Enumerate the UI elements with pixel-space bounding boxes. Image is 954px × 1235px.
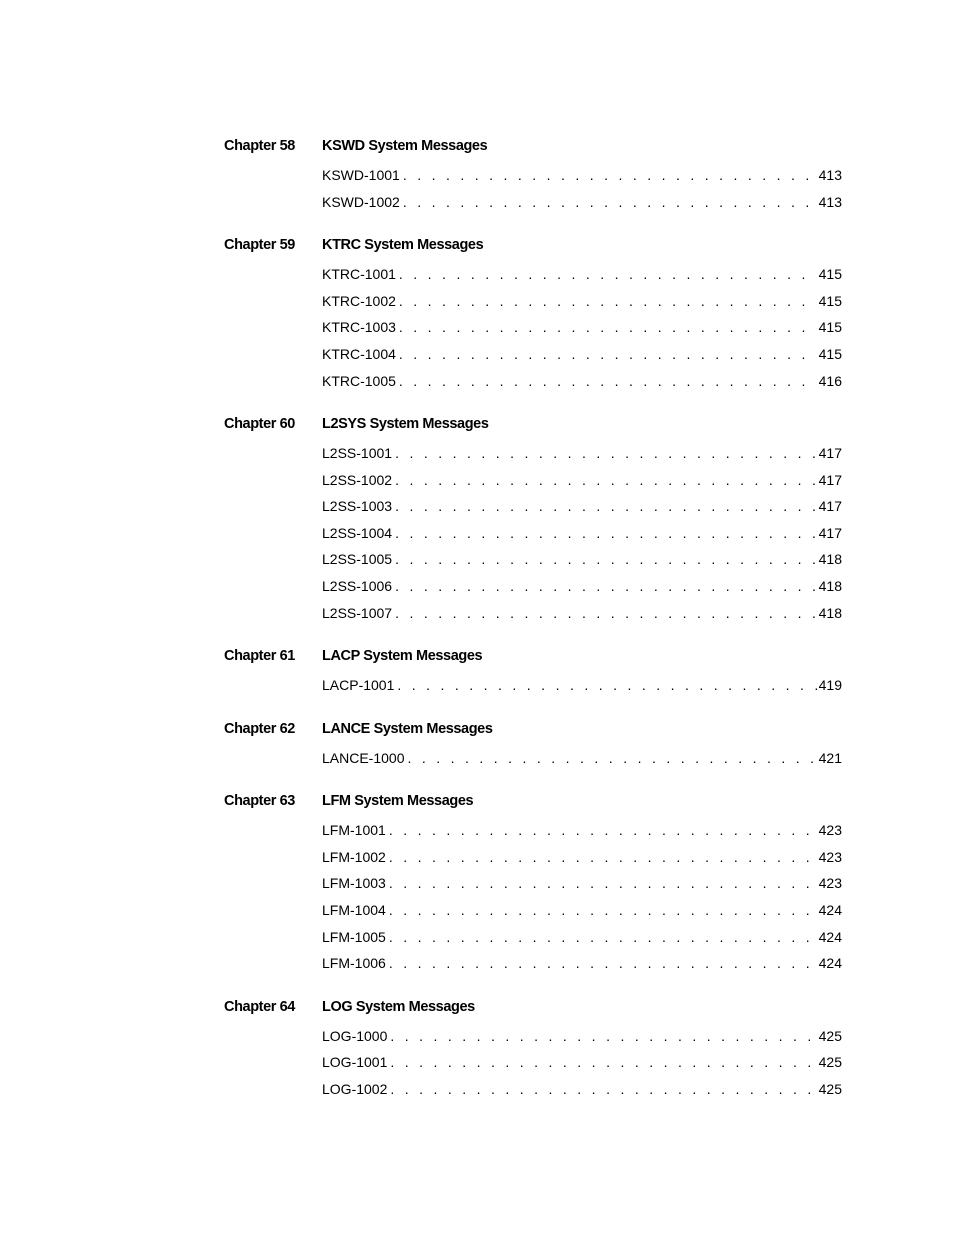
entry-page-number: 421: [818, 750, 842, 766]
entry-name: LFM-1005: [322, 929, 386, 945]
toc-entry[interactable]: [322, 264, 842, 284]
dot-leader: [387, 1079, 816, 1099]
entry-page-number: 423: [818, 822, 842, 838]
dot-leader: [387, 1052, 816, 1072]
entry-name: LFM-1002: [322, 849, 386, 865]
chapter-number: Chapter 61: [224, 648, 295, 665]
entry-name: L2SS-1006: [322, 578, 393, 594]
chapter-number: Chapter 60: [224, 416, 295, 432]
entry-name: L2SS-1004: [322, 525, 393, 541]
dot-leader: [386, 847, 817, 867]
chapter-title[interactable]: LANCE System Messages: [322, 720, 493, 737]
entry-page-number: 417: [818, 525, 842, 541]
toc-entry[interactable]: [322, 900, 842, 920]
entry-page-number: 415: [818, 293, 842, 309]
entry-name: LFM-1004: [322, 902, 386, 918]
entry-page-number: 413: [818, 167, 842, 183]
dot-leader: [396, 317, 817, 337]
chapter-number: Chapter 63: [224, 793, 295, 810]
entry-page-number: 416: [818, 373, 842, 389]
dot-leader: [394, 675, 816, 695]
entry-name: KTRC-1005: [322, 373, 396, 389]
toc-entry[interactable]: [322, 1079, 842, 1099]
entry-page-number: 418: [818, 551, 842, 567]
dot-leader: [400, 192, 817, 212]
toc-entry[interactable]: [322, 927, 842, 947]
dot-leader: [400, 165, 817, 185]
dot-leader: [405, 748, 817, 768]
entry-page-number: 415: [818, 319, 842, 335]
entry-name: L2SS-1007: [322, 605, 393, 621]
toc-entry[interactable]: [322, 496, 842, 516]
dot-leader: [392, 443, 817, 463]
toc-entry[interactable]: [322, 443, 842, 463]
dot-leader: [386, 820, 817, 840]
entry-page-number: 424: [818, 955, 842, 971]
entry-name: L2SS-1001: [322, 445, 393, 461]
toc-entry[interactable]: [322, 1052, 842, 1072]
chapter-title[interactable]: KTRC System Messages: [322, 237, 484, 254]
entry-name: LOG-1000: [322, 1028, 388, 1044]
entry-page-number: 425: [818, 1054, 842, 1070]
entry-page-number: 413: [818, 194, 842, 210]
entry-page-number: 417: [818, 472, 842, 488]
chapter-title[interactable]: KSWD System Messages: [322, 138, 488, 154]
entry-name: L2SS-1005: [322, 551, 393, 567]
entry-name: LANCE-1000: [322, 750, 405, 766]
toc-entry[interactable]: [322, 192, 842, 212]
dot-leader: [396, 371, 817, 391]
entry-name: LFM-1001: [322, 822, 386, 838]
entry-page-number: 415: [818, 266, 842, 282]
chapter-title[interactable]: LOG System Messages: [322, 998, 475, 1015]
toc-entry[interactable]: [322, 873, 842, 893]
entry-name: KSWD-1002: [322, 194, 400, 210]
chapter-number: Chapter 59: [224, 237, 295, 254]
toc-entry[interactable]: [322, 1026, 842, 1046]
entry-name: KTRC-1004: [322, 346, 396, 362]
entry-name: L2SS-1002: [322, 472, 393, 488]
dot-leader: [386, 927, 817, 947]
entry-page-number: 417: [818, 498, 842, 514]
chapter-number: Chapter 62: [224, 720, 295, 737]
entry-page-number: 424: [818, 929, 842, 945]
toc-entry[interactable]: [322, 675, 842, 695]
toc-entry[interactable]: [322, 165, 842, 185]
entry-page-number: 419: [818, 677, 842, 693]
toc-entry[interactable]: [322, 344, 842, 364]
dot-leader: [392, 496, 817, 516]
toc-entry[interactable]: [322, 953, 842, 973]
toc-entry[interactable]: [322, 847, 842, 867]
chapter-title[interactable]: LFM System Messages: [322, 793, 474, 810]
entry-name: KTRC-1001: [322, 266, 396, 282]
chapter-number: Chapter 58: [224, 138, 295, 154]
entry-page-number: 423: [818, 849, 842, 865]
toc-entry[interactable]: [322, 523, 842, 543]
entry-name: LOG-1002: [322, 1081, 388, 1097]
dot-leader: [392, 603, 817, 623]
entry-page-number: 415: [818, 346, 842, 362]
entry-page-number: 425: [818, 1081, 842, 1097]
toc-entry[interactable]: [322, 603, 842, 623]
toc-entry[interactable]: [322, 748, 842, 768]
dot-leader: [386, 953, 817, 973]
entry-page-number: 423: [818, 875, 842, 891]
chapter-number: Chapter 64: [224, 998, 295, 1015]
entry-name: L2SS-1003: [322, 498, 393, 514]
entry-page-number: 417: [818, 445, 842, 461]
entry-page-number: 418: [818, 578, 842, 594]
toc-entry[interactable]: [322, 576, 842, 596]
toc-entry[interactable]: [322, 317, 842, 337]
toc-entry[interactable]: [322, 820, 842, 840]
toc-entry[interactable]: [322, 549, 842, 569]
entry-name: LACP-1001: [322, 677, 395, 693]
dot-leader: [387, 1026, 816, 1046]
chapter-title[interactable]: L2SYS System Messages: [322, 416, 489, 432]
dot-leader: [386, 873, 817, 893]
entry-page-number: 425: [818, 1028, 842, 1044]
dot-leader: [392, 576, 817, 596]
dot-leader: [396, 264, 817, 284]
entry-page-number: 418: [818, 605, 842, 621]
dot-leader: [392, 549, 817, 569]
dot-leader: [392, 523, 817, 543]
entry-name: KSWD-1001: [322, 167, 400, 183]
entry-page-number: 424: [818, 902, 842, 918]
entry-name: LFM-1006: [322, 955, 386, 971]
entry-name: KTRC-1003: [322, 319, 396, 335]
dot-leader: [386, 900, 817, 920]
toc-entry[interactable]: [322, 371, 842, 391]
dot-leader: [392, 470, 817, 490]
entry-name: LFM-1003: [322, 875, 386, 891]
entry-name: LOG-1001: [322, 1054, 388, 1070]
toc-entry[interactable]: [322, 291, 842, 311]
dot-leader: [396, 344, 817, 364]
entry-name: KTRC-1002: [322, 293, 396, 309]
toc-entry[interactable]: [322, 470, 842, 490]
dot-leader: [396, 291, 817, 311]
chapter-title[interactable]: LACP System Messages: [322, 648, 483, 665]
